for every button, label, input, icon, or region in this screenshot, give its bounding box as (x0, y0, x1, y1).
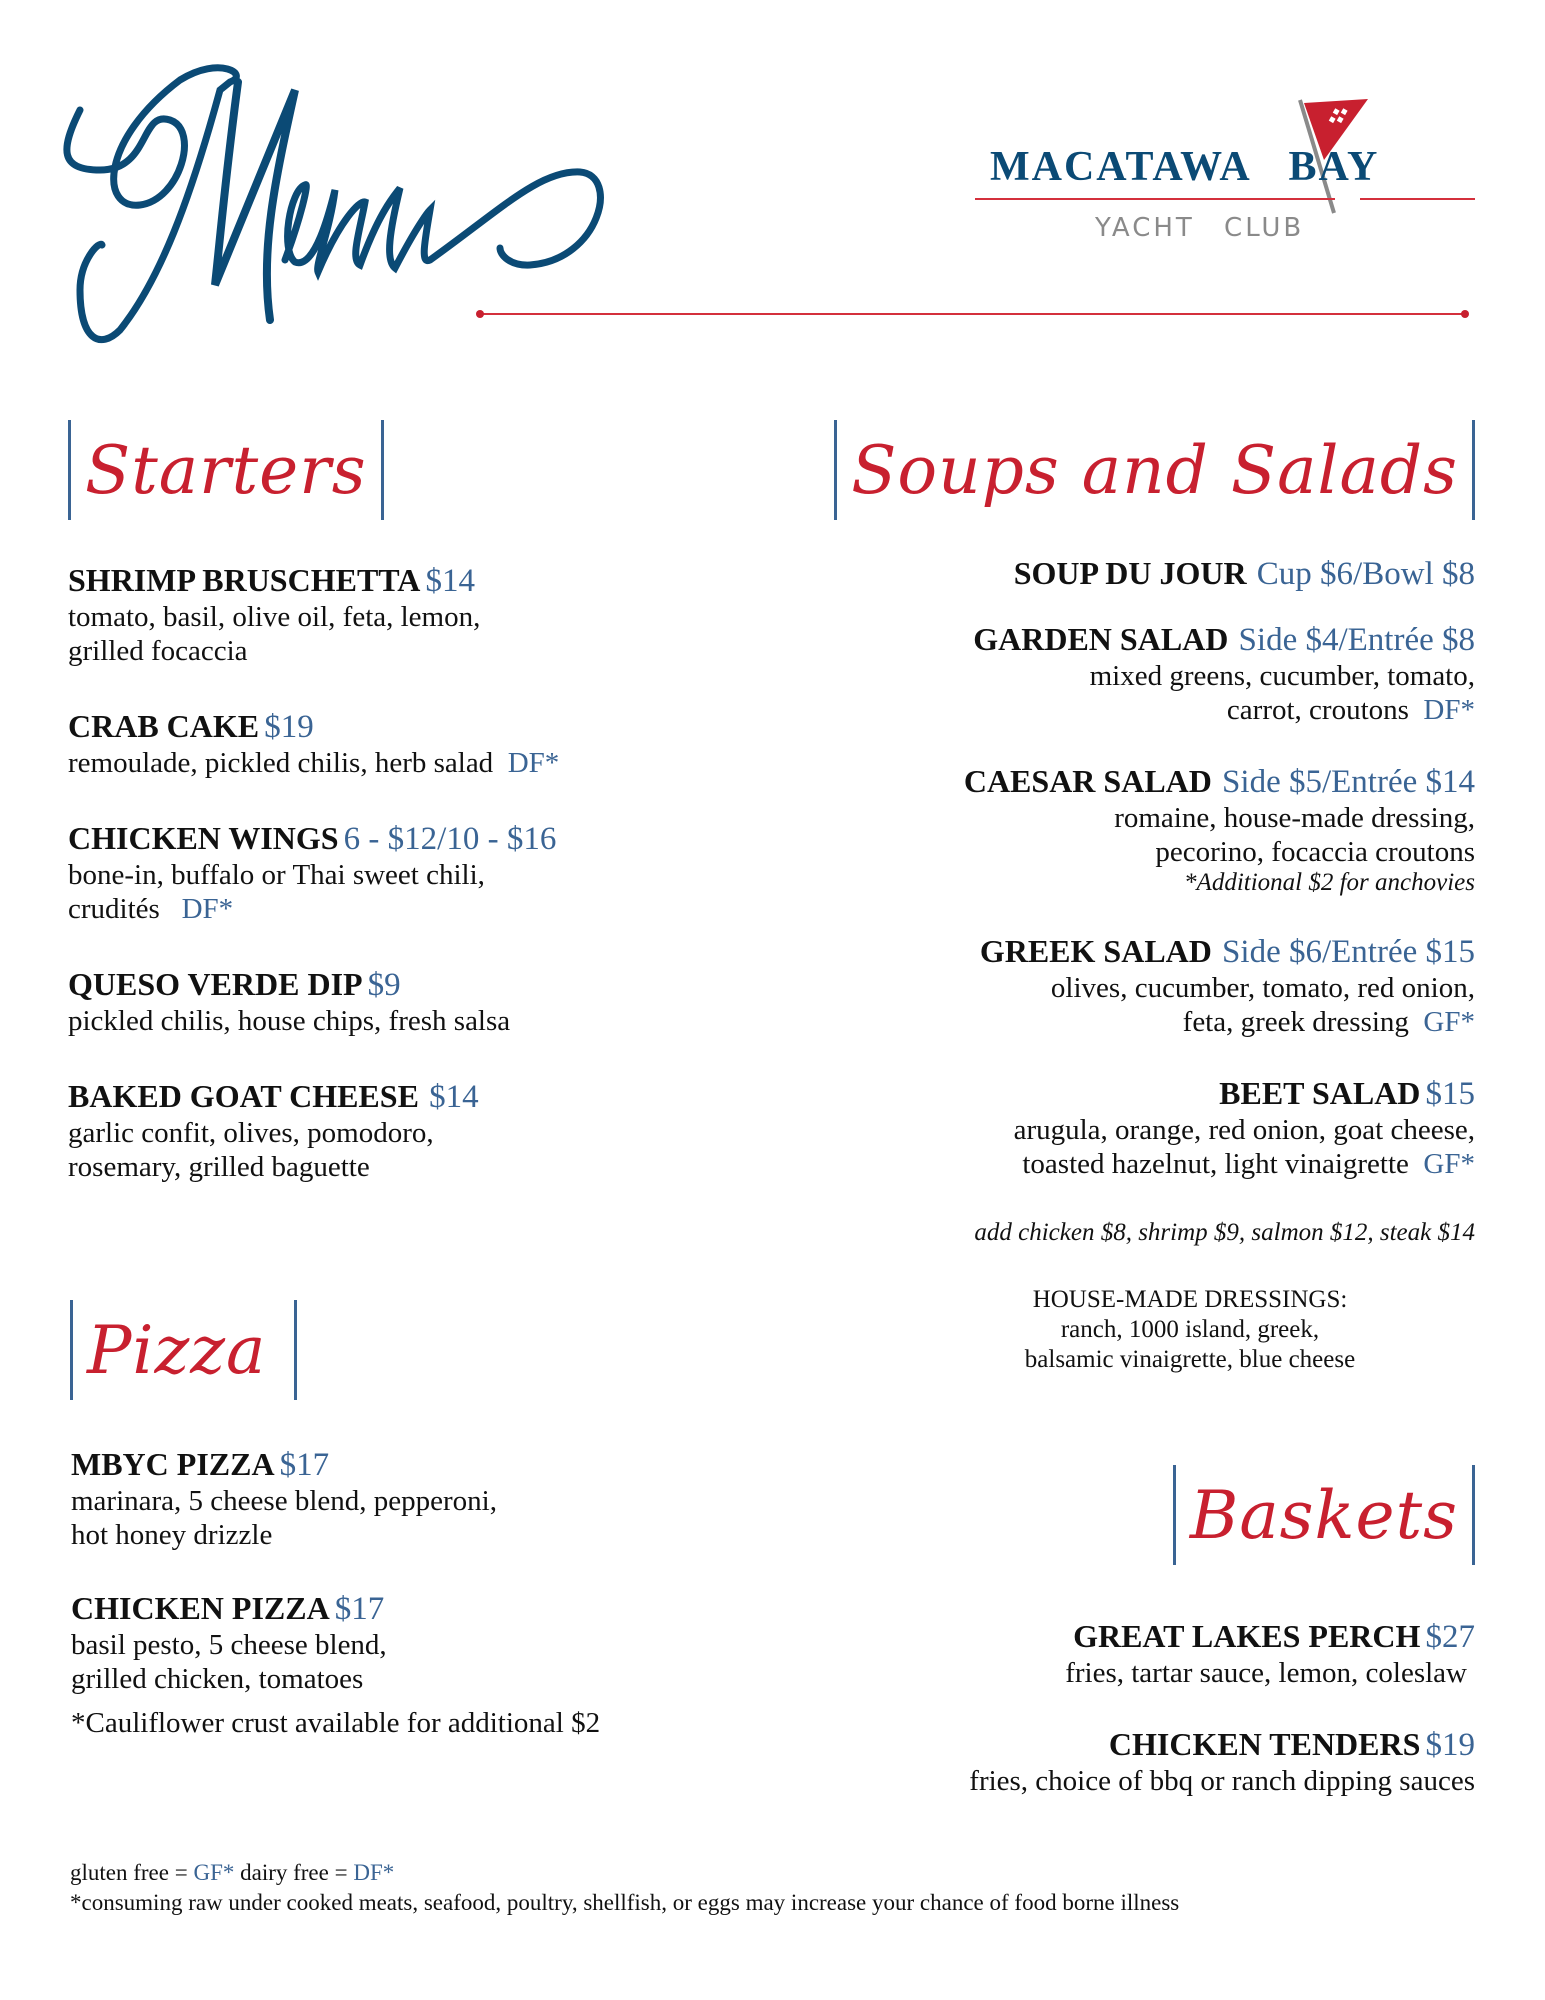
cauliflower-crust-note: *Cauliflower crust available for additional $2 (71, 1707, 601, 1739)
brand-subtitle: YACHT CLUB (1095, 213, 1305, 243)
menu-item (755, 555, 1475, 593)
item-name: CAESAR SALAD (963, 763, 1212, 799)
item-desc: arugula, orange, red onion, goat cheese, (1013, 1114, 1475, 1146)
item-name: QUESO VERDE DIP (68, 966, 363, 1002)
item-desc: toasted hazelnut, light vinaigrette (1022, 1148, 1409, 1180)
section-heading-pizza (70, 1300, 297, 1400)
item-desc: feta, greek dressing (1182, 1006, 1409, 1038)
menu-item (68, 820, 748, 926)
item-name: CHICKEN PIZZA (71, 1590, 330, 1626)
item-desc: bone-in, buffalo or Thai sweet chili, (68, 859, 485, 891)
heading-bar-right (381, 420, 384, 520)
item-name: CHICKEN WINGS (68, 820, 339, 856)
item-price: Side $6/Entrée $15 (1222, 934, 1475, 970)
brand-name (990, 143, 1379, 191)
item-desc: tomato, basil, olive oil, feta, lemon, (68, 601, 481, 633)
item-price: Side $5/Entrée $14 (1222, 764, 1475, 800)
gluten-free-tag: GF* (193, 1860, 235, 1885)
menu-item (755, 933, 1475, 1039)
dairy-free-tag: DF* (353, 1860, 395, 1885)
section-heading-soups-salads (834, 420, 1475, 520)
item-desc: remoulade, pickled chilis, herb salad (68, 747, 494, 779)
section-title: Starters (85, 431, 367, 509)
dressings-list: balsamic vinaigrette, blue cheese (1024, 1346, 1356, 1373)
item-price: $14 (425, 563, 475, 599)
brand-divider-right (1360, 198, 1475, 200)
heading-bar-right (1472, 420, 1475, 520)
item-desc: pecorino, focaccia croutons (1155, 836, 1475, 868)
dressings-heading: HOUSE-MADE DRESSINGS: (1032, 1286, 1348, 1313)
item-desc: crudités (68, 893, 160, 925)
item-price: 6 - $12/10 - $16 (343, 821, 557, 857)
menu-item (755, 1726, 1475, 1798)
section-title: Pizza (87, 1311, 267, 1389)
pizza-list (71, 1446, 751, 1740)
menu-item (755, 1075, 1475, 1181)
baskets-list (755, 1618, 1475, 1798)
dressings-list: ranch, 1000 island, greek, (1060, 1316, 1320, 1343)
protein-add-ons: add chicken $8, shrimp $9, salmon $12, steak $14 (974, 1219, 1475, 1246)
item-desc: romaine, house-made dressing, (1114, 802, 1475, 834)
yacht-club-logo (970, 95, 1480, 255)
item-price: $17 (279, 1447, 330, 1483)
item-name: CRAB CAKE (68, 708, 260, 744)
soups-salads-list (755, 555, 1475, 1261)
legend-label: gluten free = (70, 1860, 188, 1885)
menu-item (755, 621, 1475, 727)
menu-item (68, 708, 748, 780)
dietary-legend (70, 1858, 1490, 1888)
menu-script-logo (60, 60, 980, 360)
item-desc: pickled chilis, house chips, fresh salsa (68, 1005, 511, 1037)
item-desc: fries, choice of bbq or ranch dipping sauces (969, 1765, 1475, 1797)
item-desc: hot honey drizzle (71, 1519, 273, 1551)
brand-name-first: MACATAWA (990, 144, 1250, 190)
dairy-free-tag: DF* (1423, 694, 1475, 726)
dairy-free-tag: DF* (181, 893, 234, 925)
menu-item (71, 1590, 751, 1696)
item-name: GREAT LAKES PERCH (1073, 1618, 1421, 1654)
item-desc: fries, tartar sauce, lemon, coleslaw (1065, 1657, 1467, 1689)
section-title: Soups and Salads (851, 431, 1458, 509)
footer (70, 1858, 1490, 1918)
section-heading-baskets (1173, 1465, 1475, 1565)
heading-bar-right (294, 1300, 297, 1400)
item-name: CHICKEN TENDERS (1108, 1726, 1421, 1762)
menu-item (68, 966, 748, 1038)
heading-bar-right (1472, 1465, 1475, 1565)
item-price: $17 (334, 1591, 385, 1627)
item-name: SOUP DU JOUR (1013, 555, 1247, 591)
item-price: $14 (429, 1079, 479, 1115)
starters-list (68, 562, 748, 1184)
item-name: SHRIMP BRUSCHETTA (68, 562, 421, 598)
item-price: $19 (264, 709, 314, 745)
menu-item (755, 1618, 1475, 1690)
section-title: Baskets (1189, 1476, 1458, 1554)
legend-label: dairy free = (240, 1860, 348, 1885)
item-price: $27 (1425, 1619, 1475, 1655)
item-desc: garlic confit, olives, pomodoro, (68, 1117, 434, 1149)
item-desc: marinara, 5 cheese blend, pepperoni, (71, 1485, 497, 1517)
menu-item (755, 763, 1475, 897)
item-name: BAKED GOAT CHEESE (68, 1078, 419, 1114)
house-dressings (940, 1285, 1440, 1375)
item-name: GARDEN SALAD (973, 621, 1229, 657)
menu-title (60, 60, 980, 360)
header-divider (480, 313, 1465, 315)
item-desc: grilled focaccia (68, 635, 248, 667)
item-desc: basil pesto, 5 cheese blend, (71, 1629, 387, 1661)
item-price: $9 (367, 967, 401, 1003)
item-desc: olives, cucumber, tomato, red onion, (1050, 972, 1475, 1004)
brand-name-second: BAY (1288, 144, 1380, 190)
section-heading-starters (68, 420, 384, 520)
item-desc: mixed greens, cucumber, tomato, (1089, 660, 1475, 692)
item-name: BEET SALAD (1219, 1075, 1421, 1111)
menu-item (68, 1078, 748, 1184)
item-desc: rosemary, grilled baguette (68, 1151, 370, 1183)
brand-divider-left (975, 198, 1335, 200)
item-price: $15 (1425, 1076, 1475, 1112)
item-price: $19 (1425, 1727, 1475, 1763)
food-safety-warning: *consuming raw under cooked meats, seafood, poultry, shellfish, or eggs may increase your chance of food borne illness (70, 1890, 1180, 1915)
dairy-free-tag: DF* (507, 747, 560, 779)
item-note: *Additional $2 for anchovies (1184, 869, 1475, 896)
item-desc: carrot, croutons (1226, 694, 1409, 726)
item-name: MBYC PIZZA (71, 1446, 275, 1482)
gluten-free-tag: GF* (1423, 1006, 1475, 1038)
item-desc: grilled chicken, tomatoes (71, 1663, 364, 1695)
item-price: Cup $6/Bowl $8 (1256, 556, 1475, 592)
gluten-free-tag: GF* (1423, 1148, 1475, 1180)
item-price: Side $4/Entrée $8 (1238, 622, 1475, 658)
item-name: GREEK SALAD (979, 933, 1212, 969)
menu-item (71, 1446, 751, 1552)
menu-item (68, 562, 748, 668)
